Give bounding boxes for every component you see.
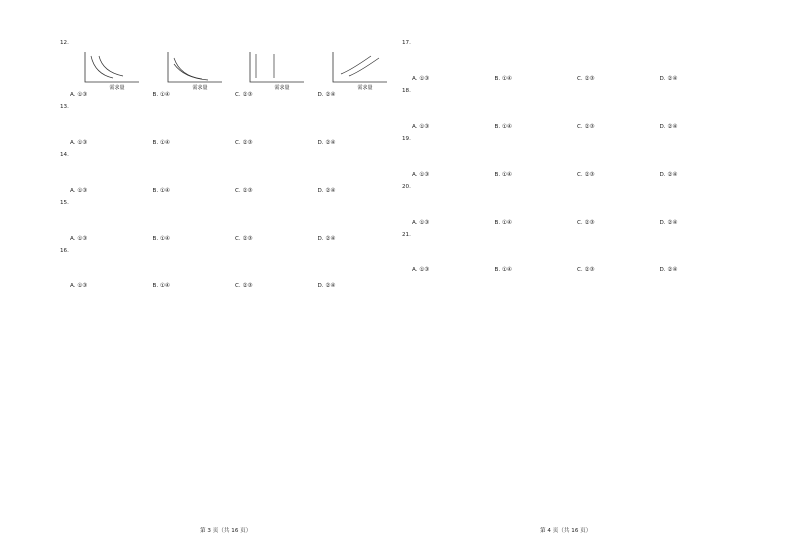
statement bbox=[412, 206, 742, 213]
answer-choice: C. ②③ bbox=[235, 283, 253, 290]
statement bbox=[70, 262, 400, 269]
statement bbox=[70, 208, 400, 215]
question-stem bbox=[413, 232, 742, 240]
demand-diagram bbox=[162, 50, 226, 90]
statement bbox=[412, 165, 742, 172]
statement bbox=[412, 96, 742, 103]
answer-choice: B. ①④ bbox=[152, 139, 170, 146]
demand-diagram bbox=[79, 50, 143, 90]
question bbox=[402, 232, 742, 276]
answer-choice: C. ②③ bbox=[235, 187, 253, 194]
question bbox=[60, 200, 400, 244]
answer-choice: D. ②④ bbox=[659, 171, 678, 178]
statement bbox=[412, 69, 742, 76]
question bbox=[60, 104, 400, 148]
answer-choices bbox=[60, 188, 400, 196]
diagram-row bbox=[60, 50, 400, 90]
question bbox=[60, 248, 400, 292]
question-number: 16. bbox=[60, 247, 69, 254]
answer-choices bbox=[60, 236, 400, 244]
statement bbox=[70, 119, 400, 126]
diagram-curve bbox=[99, 56, 123, 76]
statement bbox=[70, 112, 400, 119]
diagram-axis-label: 需求量 bbox=[109, 84, 125, 90]
statement bbox=[70, 160, 400, 167]
answer-choice: D. ②④ bbox=[659, 75, 678, 82]
left-column bbox=[60, 40, 400, 295]
answer-choice: C. ②③ bbox=[577, 123, 595, 130]
diagram-axis-label: 需求量 bbox=[274, 84, 290, 90]
statement bbox=[412, 144, 742, 151]
question-number: 14. bbox=[60, 151, 69, 158]
answer-choice: D. ②④ bbox=[317, 235, 336, 242]
statement bbox=[412, 253, 742, 260]
statement bbox=[412, 192, 742, 199]
answer-choice: A. ①③ bbox=[412, 123, 430, 130]
question-stem bbox=[71, 200, 400, 208]
answer-choice: B. ①④ bbox=[494, 75, 512, 82]
answer-choice: D. ②④ bbox=[317, 91, 336, 98]
statement bbox=[412, 158, 742, 165]
statement-list bbox=[60, 255, 400, 283]
statement-list bbox=[402, 239, 742, 267]
statement bbox=[70, 215, 400, 222]
statement-list bbox=[60, 160, 400, 188]
statement bbox=[70, 181, 400, 188]
answer-choice: D. ②④ bbox=[317, 139, 336, 146]
diagram-curve bbox=[91, 56, 113, 78]
question-head bbox=[402, 232, 742, 240]
question-number: 20. bbox=[402, 183, 411, 190]
question-head bbox=[60, 104, 400, 112]
question-head bbox=[60, 248, 400, 256]
statement bbox=[412, 246, 742, 253]
answer-choice: B. ①④ bbox=[152, 283, 170, 290]
answer-choice: D. ②④ bbox=[659, 123, 678, 130]
answer-choice: A. ①③ bbox=[412, 267, 430, 274]
statement bbox=[412, 213, 742, 220]
diagram-axis-label: 需求量 bbox=[192, 84, 208, 90]
answer-choices bbox=[402, 220, 742, 228]
answer-choice: A. ①③ bbox=[412, 219, 430, 226]
answer-choice: A. ①③ bbox=[412, 171, 430, 178]
statement bbox=[70, 255, 400, 262]
statement-list bbox=[402, 96, 742, 124]
question bbox=[60, 40, 400, 100]
statement bbox=[412, 151, 742, 158]
question-stem bbox=[413, 40, 742, 48]
question-head bbox=[402, 136, 742, 144]
question bbox=[402, 40, 742, 84]
question-stem bbox=[413, 136, 742, 144]
answer-choice: A. ①③ bbox=[70, 187, 88, 194]
question-head bbox=[402, 184, 742, 192]
diagram-curve bbox=[341, 56, 371, 74]
statement bbox=[70, 222, 400, 229]
statement-list bbox=[60, 208, 400, 236]
statement bbox=[412, 55, 742, 62]
question-head bbox=[60, 40, 400, 48]
statement bbox=[412, 117, 742, 124]
question-stem bbox=[71, 248, 400, 256]
question-head bbox=[402, 40, 742, 48]
answer-choice: D. ②④ bbox=[659, 267, 678, 274]
answer-choice: B. ①④ bbox=[152, 187, 170, 194]
answer-choices bbox=[402, 267, 742, 275]
question bbox=[60, 152, 400, 196]
answer-choice: C. ②③ bbox=[235, 139, 253, 146]
statement-list bbox=[402, 144, 742, 172]
statement bbox=[412, 239, 742, 246]
answer-choice: C. ②③ bbox=[577, 75, 595, 82]
statement bbox=[412, 62, 742, 69]
answer-choice: A. ①③ bbox=[70, 283, 88, 290]
question-number: 15. bbox=[60, 199, 69, 206]
question-stem bbox=[413, 184, 742, 192]
answer-choice: B. ①④ bbox=[152, 235, 170, 242]
question-head bbox=[60, 152, 400, 160]
statement bbox=[412, 48, 742, 55]
answer-choices bbox=[402, 76, 742, 84]
answer-choice: C. ②③ bbox=[235, 91, 253, 98]
answer-choice: B. ①④ bbox=[152, 91, 170, 98]
statement bbox=[70, 133, 400, 140]
page-footer-left: 第 3 页（共 16 页） bbox=[200, 528, 252, 534]
answer-choice: A. ①③ bbox=[70, 235, 88, 242]
question-number: 19. bbox=[402, 135, 411, 142]
diagram-axes bbox=[250, 52, 304, 82]
answer-choice: D. ②④ bbox=[317, 283, 336, 290]
answer-choice: C. ②③ bbox=[577, 267, 595, 274]
question-number: 18. bbox=[402, 87, 411, 94]
diagram-curve bbox=[174, 64, 208, 80]
question-stem bbox=[71, 40, 400, 48]
statement bbox=[70, 229, 400, 236]
question-number: 17. bbox=[402, 40, 411, 46]
question bbox=[402, 184, 742, 228]
answer-choice: A. ①③ bbox=[70, 91, 88, 98]
question-number: 12. bbox=[60, 40, 69, 46]
statement-list bbox=[60, 112, 400, 140]
statement bbox=[412, 103, 742, 110]
statement bbox=[70, 126, 400, 133]
question bbox=[402, 136, 742, 180]
answer-choices bbox=[60, 92, 400, 100]
statement bbox=[412, 199, 742, 206]
answer-choice: D. ②④ bbox=[317, 187, 336, 194]
statement-list bbox=[402, 192, 742, 220]
question-head bbox=[402, 88, 742, 96]
statement bbox=[70, 167, 400, 174]
statement-list bbox=[402, 48, 742, 76]
answer-choice: A. ①③ bbox=[70, 139, 88, 146]
page-footer-right: 第 4 页（共 16 页） bbox=[540, 528, 592, 534]
question-number: 13. bbox=[60, 103, 69, 110]
statement bbox=[70, 174, 400, 181]
answer-choice: B. ①④ bbox=[494, 219, 512, 226]
question bbox=[402, 88, 742, 132]
answer-choice: D. ②④ bbox=[659, 219, 678, 226]
statement bbox=[70, 269, 400, 276]
answer-choice: B. ①④ bbox=[494, 267, 512, 274]
question-stem bbox=[71, 152, 400, 160]
answer-choice: B. ①④ bbox=[494, 171, 512, 178]
answer-choice: B. ①④ bbox=[494, 123, 512, 130]
answer-choices bbox=[60, 283, 400, 291]
question-stem bbox=[413, 88, 742, 96]
answer-choice: C. ②③ bbox=[577, 171, 595, 178]
demand-diagram bbox=[327, 50, 391, 90]
demand-diagram bbox=[244, 50, 308, 90]
answer-choices bbox=[60, 140, 400, 148]
question-number: 21. bbox=[402, 231, 411, 238]
answer-choices bbox=[402, 172, 742, 180]
answer-choice: C. ②③ bbox=[577, 219, 595, 226]
question-stem bbox=[71, 104, 400, 112]
answer-choices bbox=[402, 124, 742, 132]
answer-choice: A. ①③ bbox=[412, 75, 430, 82]
answer-choice: C. ②③ bbox=[235, 235, 253, 242]
question-head bbox=[60, 200, 400, 208]
diagram-axis-label: 需求量 bbox=[357, 84, 373, 90]
diagram-axes bbox=[333, 52, 387, 82]
statement bbox=[412, 110, 742, 117]
right-column bbox=[402, 40, 742, 279]
